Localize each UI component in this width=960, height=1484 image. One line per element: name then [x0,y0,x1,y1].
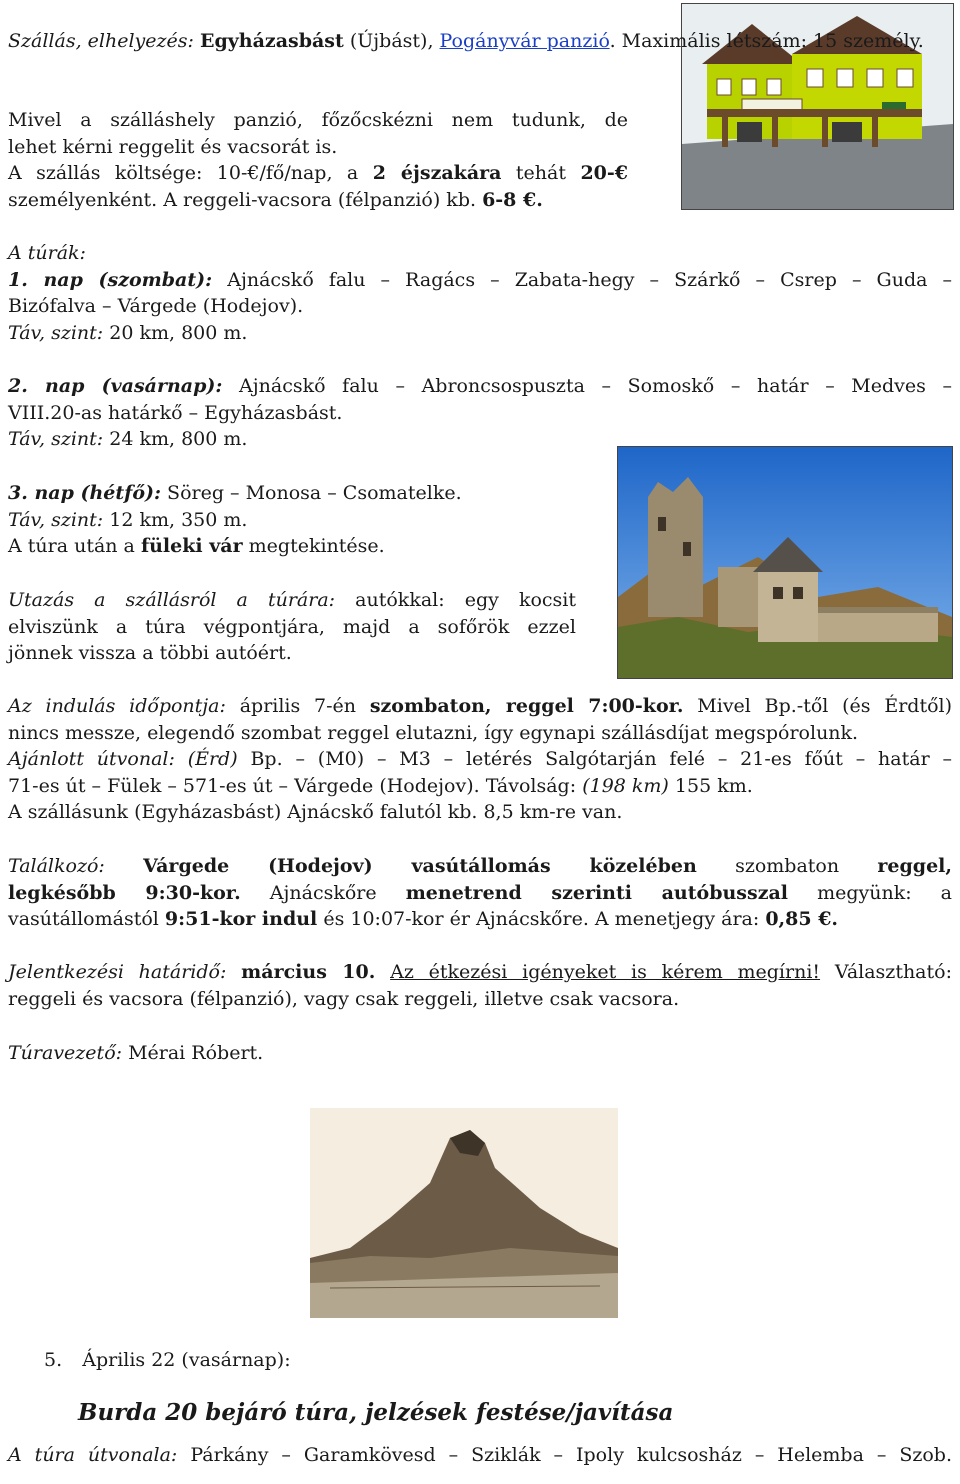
day3-label: 3. nap (hétfő): [8,482,161,504]
meals-note-line-1: Mivel a szálláshely panzió, főzőcskézni nem tudunk, de [8,109,628,131]
meeting-line-3-pre: vasútállomástól [8,908,159,930]
item5-date: Április 22 (vasárnap): [82,1349,291,1371]
tours-section [8,240,952,346]
pension-link[interactable]: Pogányvár panzió [439,30,610,52]
day3-dist: 12 km, 350 m. [109,508,248,531]
cost-line-2 [8,187,628,214]
cost-half-board: 6-8 €. [482,188,543,211]
meeting-label: Találkozó: [8,855,105,877]
route-dist-alt: (198 km) [582,774,669,797]
leader-section [8,1040,952,1067]
route-label: Ajánlott útvonal: (Érd) [8,748,238,770]
day2-dist: 24 km, 800 m. [109,428,248,450]
day1-dist-label: Táv, szint: [8,321,104,344]
day1-route-1: Ajnácskő falu – Ragács – Zabata-hegy – Szárkő – Csrep – Guda – [227,268,952,291]
day2-line-1 [8,373,952,400]
day3-line-1 [8,480,608,507]
signup-meal-note: Az étkezési igényeket is kérem megírni! [390,961,821,983]
mountain-sketch [310,1108,618,1318]
travel-line-1 [8,587,576,614]
day2-line-2: VIII.20-as határkő – Egyházasbást. [8,401,343,424]
signup-label: Jelentkezési határidő: [8,961,227,983]
meeting-line-3 [8,906,952,933]
route-line-2 [8,773,952,800]
day3-after-post: megtekintése. [248,535,385,557]
item5-route: Párkány – Garamkövesd – Sziklák – Ipoly kulcsosház – Helemba – Szob. [190,1444,953,1466]
meeting-line-2 [8,880,952,907]
cost-mid: tehát [515,162,567,184]
day3-dist-label: Táv, szint: [8,508,104,531]
lodging-capacity: . Maximális létszám: 15 személy. [609,30,924,52]
day1-line-2: Bizófalva – Várgede (Hodejov). [8,295,304,317]
leader-line [8,1040,952,1067]
travel-text-1: autókkal: egy kocsit [355,589,577,611]
travel-line-3: jönnek vissza a többi autóért. [8,642,292,664]
day2-route-1: Ajnácskő falu – Abroncsospuszta – Somoskő – határ – Medves – [239,375,953,397]
cost-total: 20-€ [580,162,628,184]
meeting-price: 0,85 €. [765,908,839,930]
cost-nights: 2 éjszakára [372,162,502,184]
item5-title: Burda 20 bejáró túra, jelzések festése/javítása [78,1398,674,1426]
castle-photo [617,446,953,679]
lodging-place: Egyházasbást [199,30,344,52]
lodging-block [8,28,924,55]
departure-label: Az indulás időpontja: [8,695,226,717]
lodging-alt-name: (Újbást), [349,30,434,52]
leader-name: Mérai Róbert. [128,1042,264,1064]
meeting-line-1 [8,853,952,880]
departure-line-2: nincs messze, elegendő szombat reggel elutazni, így egynapi szállásdíjat megspórolunk. [8,721,859,744]
departure-date: április 7-én [239,695,357,717]
meeting-when: szombaton [735,855,840,877]
cost-line-1 [8,160,628,187]
lodging-label: Szállás, elhelyezés: [8,30,194,52]
meeting-line-3-mid: és 10:07-kor ér Ajnácskőre. A menetjegy ára: [323,908,760,930]
meeting-time-2: legkésőbb 9:30-kor. [8,881,241,904]
meeting-end-1: megyünk: a [817,881,953,904]
departure-section [8,693,952,826]
meals-note-line-2: lehet kérni reggelit és vacsorát is. [8,135,338,158]
departure-line-1 [8,693,952,720]
travel-label: Utazás a szállásról a túrára: [8,589,336,611]
departure-rest: Mivel Bp.-től (és Érdtől) [697,695,953,717]
route-text-2: 71-es út – Fülek – 571-es út – Várgede (Hodejov). Távolság: [8,774,577,797]
meeting-section [8,853,952,933]
meeting-bus-time: 9:51-kor indul [164,908,318,930]
castle-illustration [618,447,952,678]
item5-section [8,1347,952,1469]
day2-section [8,373,952,453]
day3-after [8,533,608,560]
item5-route-label: A túra útvonala: [8,1444,178,1466]
day3-after-pre: A túra után a [8,535,135,557]
route-dist: 155 km. [674,774,753,797]
meeting-mid: Ajnácskőre [269,881,377,904]
route-text-1: Bp. – (M0) – M3 – letérés Salgótarján felé – 21-es főút – határ – [250,748,952,770]
leader-label: Túravezető: [8,1042,123,1064]
day2-dist-label: Táv, szint: [8,428,104,450]
day3-castle: füleki vár [140,535,243,557]
meeting-place: Várgede (Hodejov) vasútállomás közelében [143,855,697,877]
cost-pre: A szállás költsége: 10-€/fő/nap, a [8,162,359,184]
day1-label: 1. nap (szombat): [8,268,213,291]
signup-rest: Választható: [834,961,952,983]
signup-section [8,959,952,1012]
signup-line-1 [8,959,952,986]
meeting-time-1: reggel, [877,855,953,877]
departure-when: szombaton, reggel 7:00-kor. [369,695,684,717]
item5-date-line [8,1347,952,1374]
travel-line-2: elviszünk a túra végpontjára, majd a sofőrök ezzel [8,615,576,638]
signup-line-2: reggeli és vacsora (félpanzió), vagy csak reggeli, illetve csak vacsora. [8,987,680,1010]
meals-note [8,107,628,213]
route-line-1 [8,746,952,773]
meeting-bus: menetrend szerinti autóbusszal [405,881,789,904]
travel-section [8,587,576,667]
item5-route-line [8,1442,952,1469]
item5-number: 5. [44,1349,63,1371]
day3-distance [8,507,608,534]
day2-label: 2. nap (vasárnap): [8,375,223,397]
day1-dist: 20 km, 800 m. [109,321,248,344]
day3-section [8,480,608,560]
cost-line-2-text: személyenként. A reggeli-vacsora (félpanzió) kb. [8,188,477,211]
day3-route: Söreg – Monosa – Csomatelke. [167,482,462,504]
lodging-line-1 [8,28,924,55]
day1-line-1 [8,267,952,294]
day1-distance [8,320,952,347]
mountain-illustration [310,1108,618,1318]
tours-heading: A túrák: [8,242,86,264]
signup-date: március 10. [241,961,376,983]
lodging-distance: A szállásunk (Egyházasbást) Ajnácskő falutól kb. 8,5 km-re van. [8,801,623,823]
